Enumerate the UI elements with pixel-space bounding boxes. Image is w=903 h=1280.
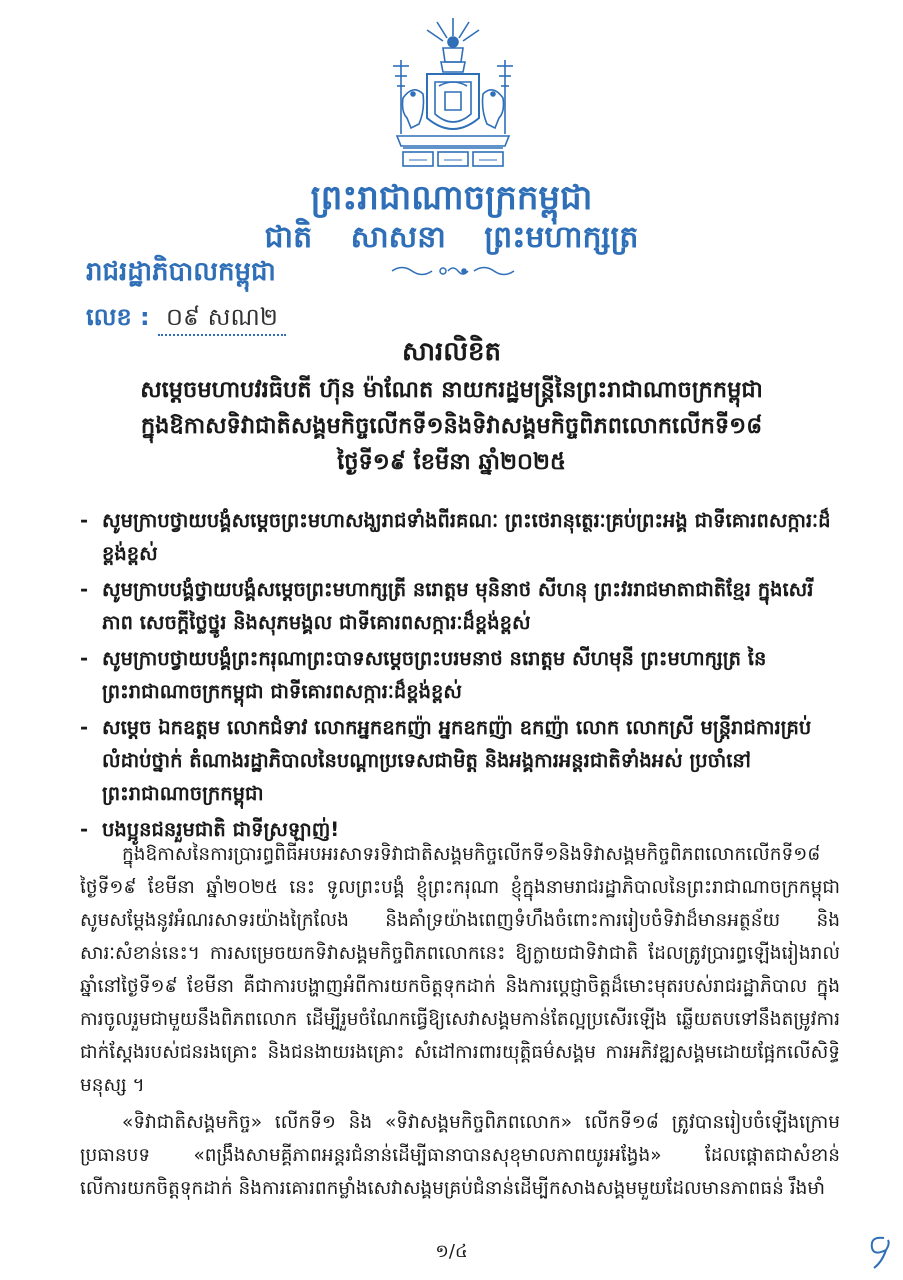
reference-line	[86, 300, 286, 336]
national-motto: ជាតិ សាសនា ព្រះមហាក្សត្រ	[264, 220, 639, 255]
body-paragraph: «ទិវាជាតិសង្គមកិច្ច» លើកទី១ និង «ទិវាសង្គមកិច្ចពិភពលោក» លើកទី១៨ ត្រូវបានរៀបចំឡើងក្រោមប្រធានបទ «ពង្រឹងសាមគ្គីភាពអន្តរជំនាន់ដើម្បីធានាបានសុខុមាលភាពយូរអង្វែង» ដែលផ្តោតជាសំខាន់លើការយកចិត្តទុកដាក់ និងការគោរពកម្លាំងសេវាសង្គមគ្រប់ជំនាន់ដើម្បីកសាងសង្គមមួយដែលមានភាពធន់ រឹងមាំ	[80, 1112, 840, 1199]
title-line: ថ្ងៃទី១៩ ខែមីនា ឆ្នាំ២០២៥	[337, 449, 566, 475]
salutation-item: - សូមក្រាបបង្គំថ្វាយបង្គំសម្តេចព្រះមហាក្សត្រី នរោត្តម មុនិនាថ សីហនុ ព្រះវររាជមាតាជាតិខ្មែរ ក្នុងសេរីភាព សេចក្តីថ្លៃថ្នូរ និងសុភមង្គល ជាទីគោរពសក្ការៈដ៏ខ្ពង់ខ្ពស់	[80, 573, 840, 639]
salutation-item: - សូមក្រាបថ្វាយបង្គំសម្តេចព្រះមហាសង្ឃរាជទាំងពីរគណៈ ព្រះថេរានុត្ថេរៈគ្រប់ព្រះអង្គ ជាទីគោរពសក្ការៈដ៏ខ្ពង់ខ្ពស់	[80, 504, 840, 570]
salutation-list	[80, 504, 840, 849]
ministry-name: រាជរដ្ឋាភិបាលកម្ពុជា	[86, 257, 276, 287]
handwritten-initial-icon	[862, 1232, 896, 1272]
title-line: ក្នុងឱកាសទិវាជាតិសង្គមកិច្ចលើកទី១និងទិវាសង្គមកិច្ចពិភពលោកលើកទី១៨	[140, 413, 763, 439]
kingdom-heading: ព្រះរាជាណាចក្រកម្ពុជា	[310, 178, 593, 218]
royal-coat-of-arms-icon	[373, 14, 533, 174]
reference-label: លេខ :	[86, 303, 150, 331]
salutation-item: - បងប្អូនជនរួមជាតិ ជាទីស្រឡាញ់!	[80, 813, 840, 846]
document-type: សារលិខិត	[401, 337, 502, 367]
page-number: ១/៤	[435, 1241, 468, 1262]
body-paragraph: ក្នុងឱកាសនៃការប្រារព្ធពិធីអបអរសាទរទិវាជាតិសង្គមកិច្ចលើកទី១និងទិវាសង្គមកិច្ចពិភពលោកលើកទី១៨ ថ្ងៃទី១៩ ខែមីនា ឆ្នាំ២០២៥ នេះ ទូលព្រះបង្គំ ខ្ញុំព្រះករុណា ខ្ញុំក្នុងនាមរាជរដ្ឋាភិបាលនៃព្រះរាជាណាចក្រកម្ពុជា សូមសម្តែងនូវអំណរសាទរយ៉ាងក្រៃលែង និងគាំទ្រយ៉ាងពេញទំហឹងចំពោះការរៀបចំទិវាដ៏មានអត្ថន័យ និងសារៈសំខាន់នេះ។ ការសម្រេចយកទិវាសង្គមកិច្ចពិភពលោកនេះ ឱ្យក្លាយជាទិវាជាតិ ដែលត្រូវប្រារព្ធឡើងរៀងរាល់ឆ្នាំនៅថ្ងៃទី១៩ ខែមីនា គឺជាការបង្ហាញអំពីការយកចិត្តទុកដាក់ និងការប្តេជ្ញាចិត្តដ៏មោះមុតរបស់រាជរដ្ឋាភិបាល ក្នុងការចូលរួមជាមួយនឹងពិភពលោក ដើម្បីរួមចំណែកធ្វើឱ្យសេវាសង្គមកាន់តែល្អប្រសើរឡើង ឆ្លើយតបទៅនឹងតម្រូវការជាក់ស្តែងរបស់ជនរងគ្រោះ និងជនងាយរងគ្រោះ សំដៅការពារយុត្តិធម៌សង្គម ការអភិវឌ្ឍសង្គមដោយផ្អែកលើសិទ្ធិមនុស្ស ។	[80, 844, 840, 1096]
reference-number: ០៩ សណ២	[158, 300, 286, 336]
divider-ornament-icon	[388, 262, 518, 280]
document-title	[60, 372, 843, 480]
letter-body	[80, 838, 840, 1209]
title-line: សម្តេចមហាបវរធិបតី ហ៊ុន ម៉ាណែត នាយករដ្ឋមន្ត្រីនៃព្រះរាជាណាចក្រកម្ពុជា	[140, 377, 763, 403]
salutation-item: - សម្តេច ឯកឧត្តម លោកជំទាវ លោកអ្នកឧកញ៉ា អ្នកឧកញ៉ា ឧកញ៉ា លោក លោកស្រី មន្ត្រីរាជការគ្រប់លំដាប់ថ្នាក់ តំណាងរដ្ឋាភិបាលនៃបណ្តាប្រទេសជាមិត្ត និងអង្គការអន្តរជាតិទាំងអស់ ប្រចាំនៅព្រះរាជាណាចក្រកម្ពុជា	[80, 711, 840, 810]
salutation-item: - សូមក្រាបថ្វាយបង្គំព្រះករុណាព្រះបាទសម្តេចព្រះបរមនាថ នរោត្តម សីហមុនី ព្រះមហាក្សត្រ នៃព្រះរាជាណាចក្រកម្ពុជា ជាទីគោរពសក្ការៈដ៏ខ្ពង់ខ្ពស់	[80, 642, 840, 708]
